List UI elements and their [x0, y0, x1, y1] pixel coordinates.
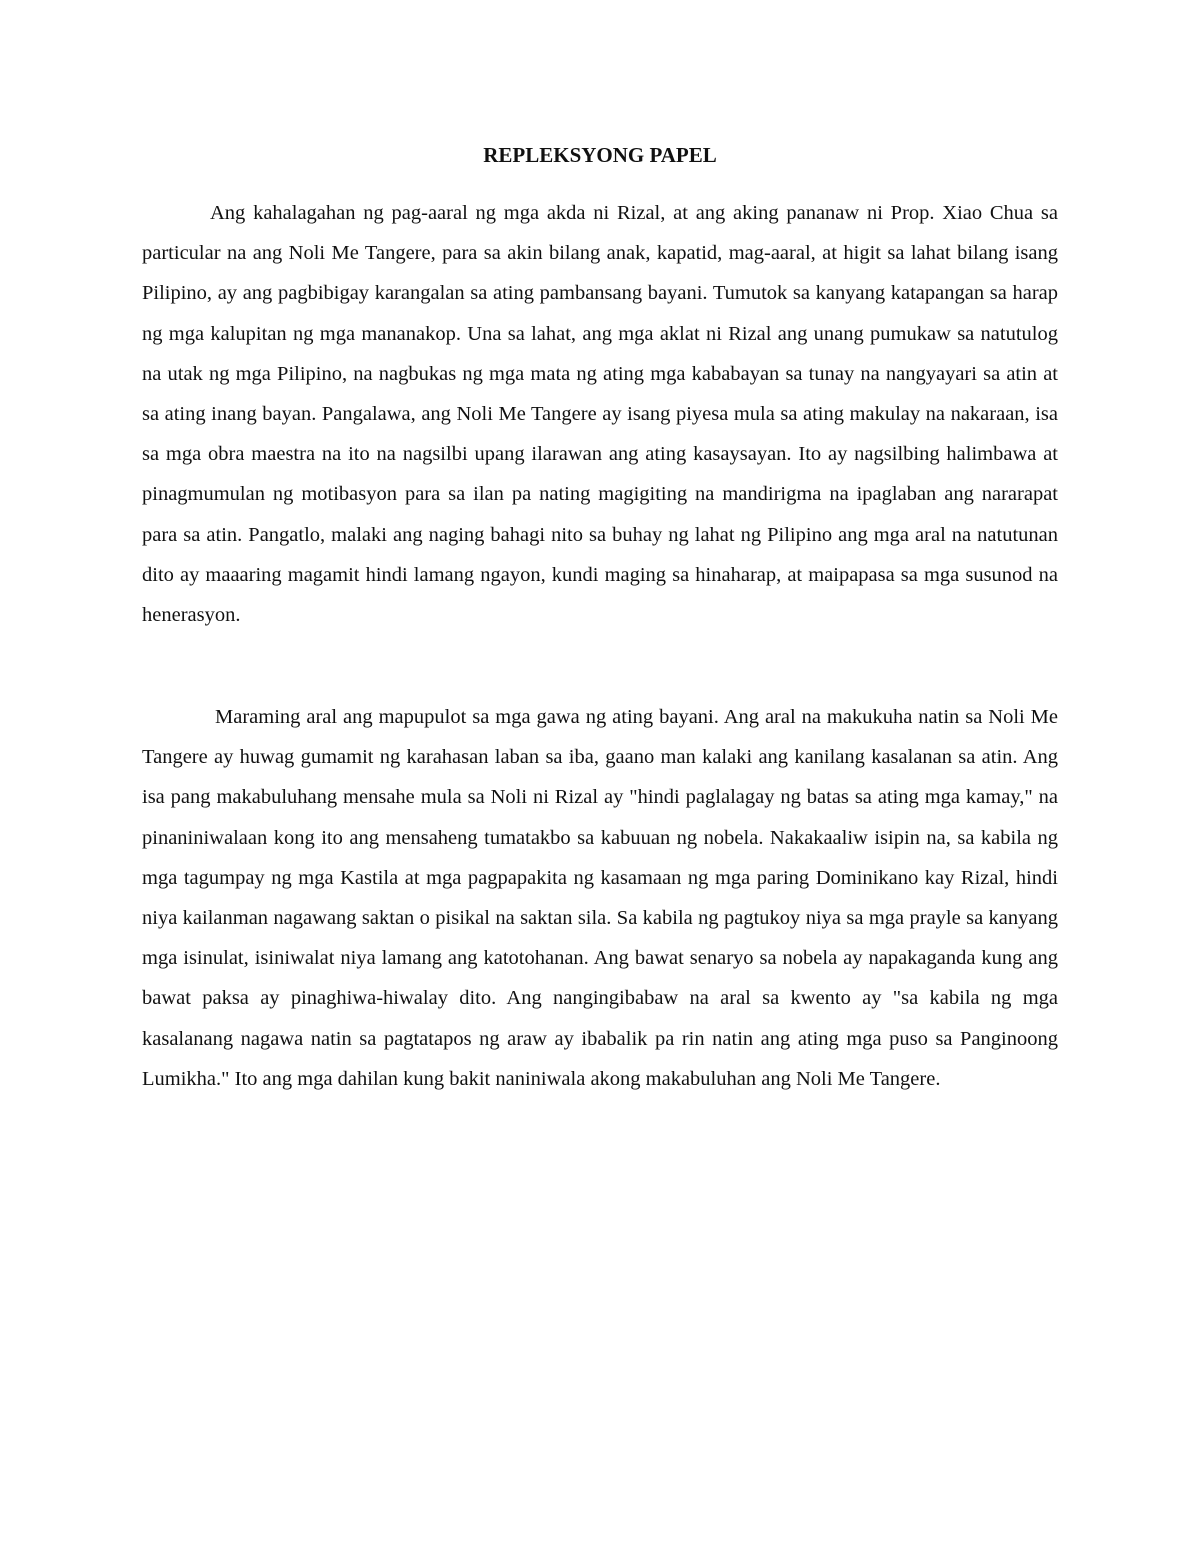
paragraph-2: Maraming aral ang mapupulot sa mga gawa ng ating bayani. Ang aral na makukuha natin sa Noli Me Tangere ay huwag gumamit ng karahasan laban sa iba, gaano man kalaki ang kanilang kasalanan sa atin. Ang isa pang makabuluhang mensahe mula sa Noli ni Rizal ay "hindi paglalagay ng batas sa ating mga kamay," na pinaniniwalaan kong ito ang mensaheng tumatakbo sa kabuuan ng nobela. Nakakaaliw isipin na, sa kabila ng mga tagumpay ng mga Kastila at mga pagpapakita ng kasamaan ng mga paring Dominikano kay Rizal, hindi niya kailanman nagawang saktan o pisikal na saktan sila. Sa kabila ng pagtukoy niya sa mga prayle sa kanyang mga isinulat, isiniwalat niya lamang ang katotohanan. Ang bawat senaryo sa nobela ay napakaganda kung ang bawat paksa ay pinaghiwa-hiwalay dito. Ang nangingibabaw na aral sa kwento ay "sa kabila ng mga kasalanang nagawa natin sa pagtatapos ng araw ay ibabalik pa rin natin ang ating mga puso sa Panginoong Lumikha." Ito ang mga dahilan kung bakit naniniwala akong makabuluhan ang Noli Me Tangere.	[142, 706, 1058, 1090]
paragraph-1: Ang kahalagahan ng pag-aaral ng mga akda ni Rizal, at ang aking pananaw ni Prop. Xiao Chua sa particular na ang Noli Me Tangere, para sa akin bilang anak, kapatid, mag-aaral, at higit sa lahat bilang isang Pilipino, ay ang pagbibigay karangalan sa ating pambansang bayani. Tumutok sa kanyang katapangan sa harap ng mga kalupitan ng mga mananakop. Una sa lahat, ang mga aklat ni Rizal ang unang pumukaw sa natutulog na utak ng mga Pilipino, na nagbukas ng mga mata ng ating mga kababayan sa tunay na nangyayari sa atin at sa ating inang bayan. Pangalawa, ang Noli Me Tangere ay isang piyesa mula sa ating makulay na nakaraan, isa sa mga obra maestra na ito na nagsilbi upang ilarawan ang ating kasaysayan. Ito ay nagsilbing halimbawa at pinagmumulan ng motibasyon para sa ilan pa nating magigiting na mandirigma na ipaglaban ang nararapat para sa atin. Pangatlo, malaki ang naging bahagi nito sa buhay ng lahat ng Pilipino ang mga aral na natutunan dito ay maaaring magamit hindi lamang ngayon, kundi maging sa hinaharap, at maipapasa sa mga susunod na henerasyon.	[142, 202, 1058, 627]
document-title: REPLEKSYONG PAPEL	[483, 143, 717, 167]
